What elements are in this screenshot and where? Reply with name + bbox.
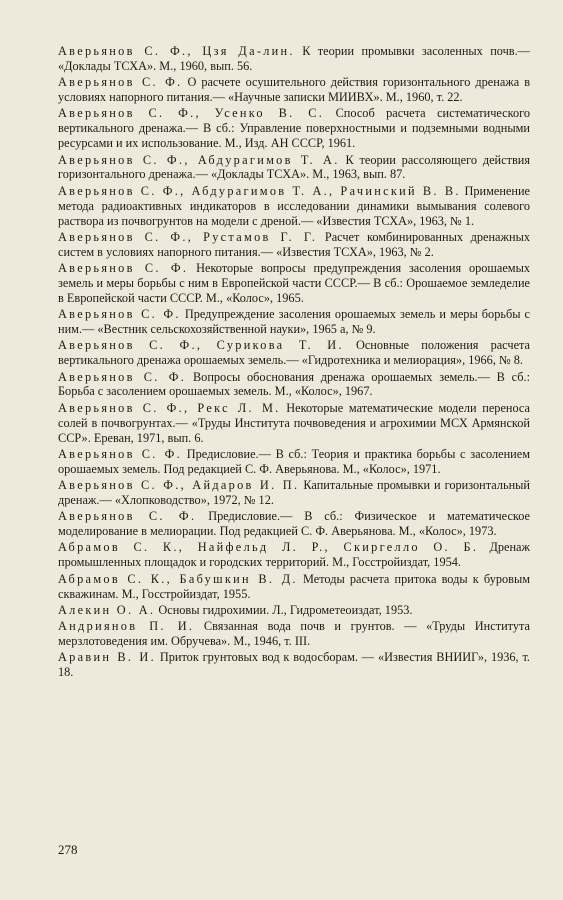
- reference-authors: Аверьянов С. Ф.: [58, 261, 189, 276]
- reference-authors: Аверьянов С. Ф.: [58, 446, 183, 461]
- reference-item: [58, 478, 530, 508]
- reference-item: [58, 307, 530, 337]
- reference-item: [58, 650, 530, 680]
- reference-text: Капитальные промывки и горизонтальный дренаж.— «Хлопководство», 1972, № 12.: [58, 478, 531, 507]
- reference-authors: Андриянов П. И.: [58, 619, 195, 634]
- reference-item: [58, 509, 530, 539]
- reference-authors: Аравин В. И.: [58, 650, 156, 665]
- reference-authors: Аверьянов С. Ф., Абдурагимов Т. А.: [58, 152, 340, 167]
- reference-item: [58, 338, 530, 368]
- reference-text: Основы гидрохимии. Л., Гидрометеоиздат, 1953.: [158, 602, 413, 617]
- reference-text: Основные положения расчета вертикального дренажа орошаемых земель.— «Гидротехника и мелиорация», 1966, № 8.: [58, 338, 531, 368]
- reference-text: Способ расчета систематического вертикального дренажа.— В сб.: Управление поверхностными и подземными водными ресурсами и их использование. М., Изд. АН СССР, 1961.: [58, 106, 530, 151]
- reference-text: Расчет комбинированных дренажных систем в условиях напорного питания.— «Известия ТСХА», 1963, № 2.: [58, 229, 530, 259]
- reference-authors: Аверьянов С. Ф., Айдаров И. П.: [58, 478, 300, 493]
- reference-text: Методы расчета притока воды к буровым скважинам. М., Госстройиздат, 1955.: [58, 571, 531, 601]
- reference-authors: Аверьянов С. Ф., Рекс Л. М.: [58, 400, 281, 415]
- reference-item: [58, 44, 530, 74]
- reference-item: [58, 106, 530, 151]
- reference-text: Дренаж промышленных площадок и городских территорий. М., Госстройиздат, 1954.: [58, 540, 530, 570]
- reference-item: [58, 619, 530, 649]
- reference-text: Предисловие.— В сб.: Теория и практика борьбы с засолением орошаемых земель. Под редакцией С. Ф. Аверьянова. М., «Колос», 1971.: [58, 446, 530, 476]
- reference-authors: Аверьянов С. Ф.: [58, 509, 197, 524]
- reference-authors: Аверьянов С. Ф., Сурикова Т. И.: [58, 338, 344, 353]
- reference-text: Применение метода радиоактивных индикаторов в исследовании динамики вымывания солевого раствора из почвогрунтов на модели с дреной.— «Известия ТСХА», 1963, № 1.: [58, 183, 531, 228]
- reference-item: [58, 540, 530, 570]
- reference-authors: Аверьянов С. Ф.: [58, 307, 181, 322]
- reference-authors: Аверьянов С. Ф.: [58, 369, 187, 384]
- reference-text: О расчете осушительного действия горизонтального дренажа в условиях напорного питания.— «Научные записки МИИВХ». М., 1960, т. 22.: [58, 75, 530, 105]
- reference-authors: Абрамов С. К., Найфельд Л. Р., Скиргелло О. Б.: [58, 540, 479, 555]
- reference-item: [58, 153, 530, 183]
- reference-item: [58, 261, 530, 306]
- reference-text: Предисловие.— В сб.: Физическое и математическое моделирование в мелиорации. Под редакцией С. Ф. Аверьянова. М., «Колос», 1973.: [58, 509, 531, 539]
- reference-authors: Аверьянов С. Ф., Усенко В. С.: [58, 106, 325, 121]
- reference-text: Некоторые вопросы предупреждения засоления орошаемых земель и меры борьбы с ним в Европейской части СССР.— В сб.: Орошаемое земледелие в Европейской части СССР. М., «Колос», 1965.: [58, 261, 530, 305]
- reference-authors: Аверьянов С. Ф., Абдурагимов Т. А., Рачинский В. В.: [58, 183, 461, 198]
- reference-authors: Аверьянов С. Ф., Рустамов Г. Г.: [58, 229, 318, 244]
- reference-authors: Аверьянов С. Ф., Цзя Да-лин.: [58, 44, 295, 58]
- reference-text: Связанная вода почв и грунтов. — «Труды Института мерзлотоведения им. Обручева». М., 1946, т. III.: [58, 619, 530, 649]
- reference-item: [58, 401, 530, 446]
- reference-item: [58, 370, 530, 400]
- reference-text: Некоторые математические модели переноса солей в почвогрунтах.— «Труды Института почвоведения и агрохимии МСХ Армянской ССР». Ереван, 1971, вып. 6.: [58, 400, 530, 445]
- reference-item: [58, 184, 530, 229]
- page-number: 278: [58, 842, 78, 857]
- reference-text: Вопросы обоснования дренажа орошаемых земель.— В сб.: Борьба с засолением орошаемых земель. М., «Колос», 1967.: [58, 369, 531, 399]
- reference-authors: Абрамов С. К., Бабушкин В. Д.: [58, 571, 298, 586]
- reference-authors: Алекин О. А.: [58, 602, 156, 617]
- reference-item: [58, 572, 530, 602]
- reference-item: [58, 447, 530, 477]
- reference-text: К теории рассоляющего действия горизонтального дренажа.— «Доклады ТСХА». М., 1963, вып. 87.: [58, 152, 531, 182]
- reference-item: [58, 230, 530, 260]
- reference-text: К теории промывки засоленных почв.— «Доклады ТСХА». М., 1960, вып. 56.: [58, 44, 530, 73]
- reference-authors: Аверьянов С. Ф.: [58, 75, 183, 90]
- reference-text: Предупреждение засоления орошаемых земель и меры борьбы с ним.— «Вестник сельскохозяйственной науки», 1965 а, № 9.: [58, 307, 531, 337]
- reference-text: Приток грунтовых вод к водосборам. — «Известия ВНИИГ», 1936, т. 18.: [58, 650, 531, 680]
- reference-item: [58, 603, 530, 618]
- reference-item: [58, 75, 530, 105]
- reference-list: [58, 44, 530, 682]
